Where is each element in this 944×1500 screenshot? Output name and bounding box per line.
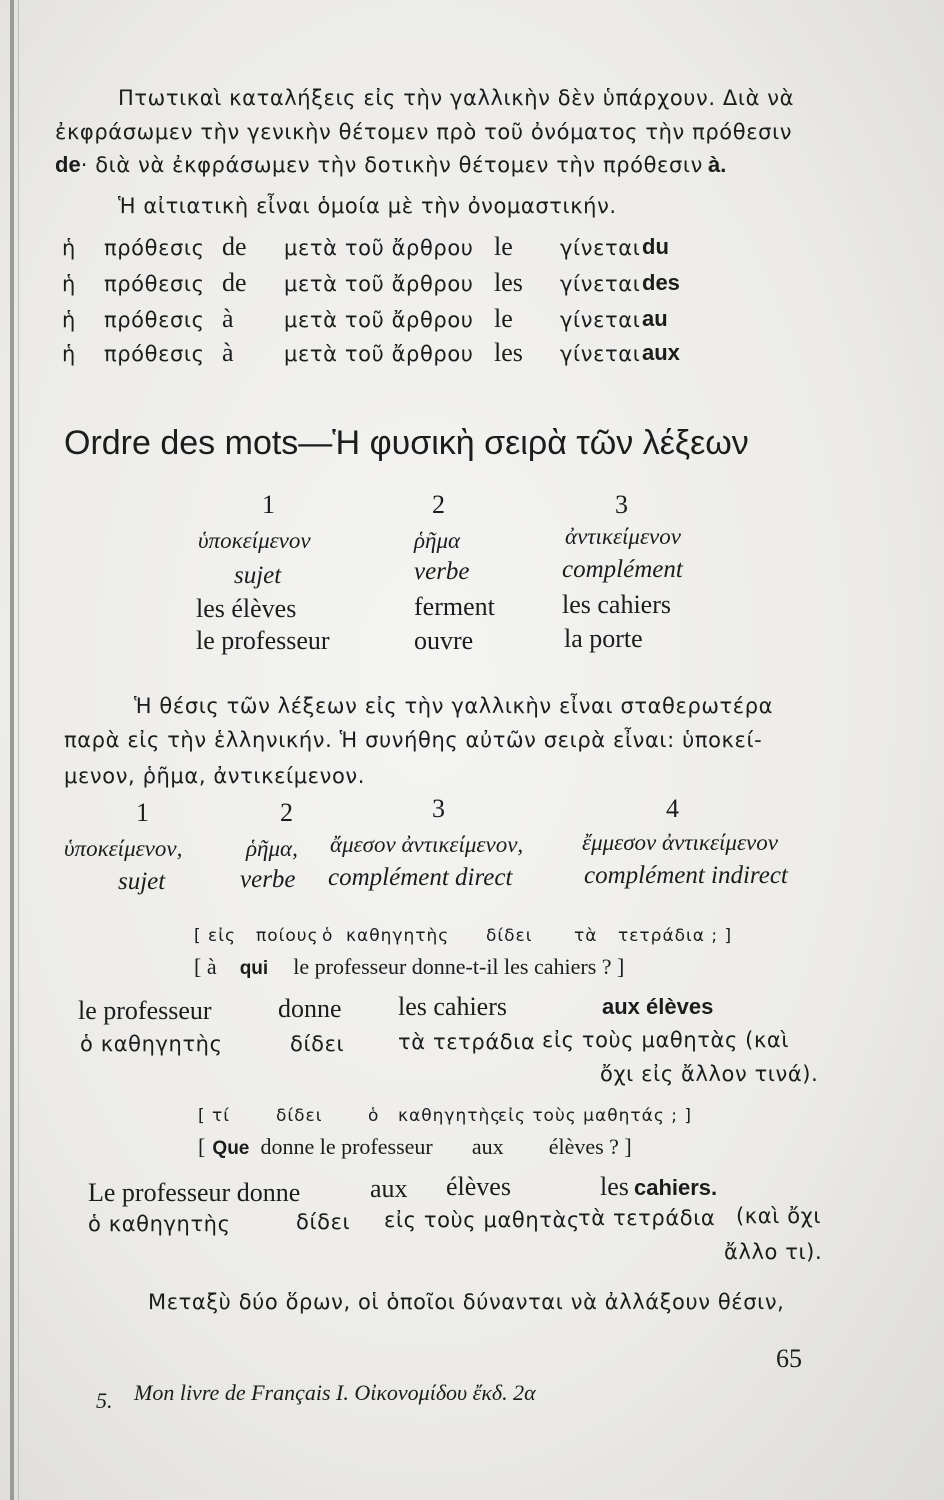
column-number: 1 [136, 798, 149, 827]
q-rest: donne le professeur [260, 1134, 433, 1159]
q-rest: le professeur donne-t-il les cahiers ? ] [293, 954, 625, 979]
prep: de [222, 268, 247, 297]
q-word: τὰ [574, 926, 598, 946]
example-word: le professeur [78, 996, 212, 1025]
becomes: γίνεται [560, 308, 641, 332]
q-rest: aux [471, 1134, 504, 1159]
example-word-bold: cahiers. [633, 1175, 718, 1200]
greek-example: τὰ τετράδια [398, 1030, 536, 1054]
greek-term: ῥῆμα [414, 528, 461, 553]
example-word: ferment [414, 592, 495, 621]
section-heading: Ordre des mots—Ἡ φυσικὴ σειρὰ τῶν λέξεων [64, 424, 749, 462]
greek-term: ὑποκείμενον [198, 528, 311, 553]
example-word: Le professeur donne [88, 1178, 301, 1207]
example-word: élèves [446, 1172, 511, 1201]
q-open: [ à [194, 954, 217, 979]
with-article: μετὰ τοῦ ἄρθρου [284, 342, 474, 366]
signature-mark: 5. [96, 1388, 113, 1413]
greek-example: (καὶ ὄχι [736, 1204, 822, 1228]
q-word: δίδει [276, 1106, 323, 1126]
greek-example: τὰ τετράδια [578, 1206, 716, 1230]
article: ἡ [62, 308, 76, 332]
example-word: les élèves [196, 594, 297, 623]
column-number: 4 [666, 794, 679, 823]
column-number: 2 [432, 490, 445, 519]
french-term: complément indirect [584, 862, 788, 889]
question-french-1 [194, 954, 624, 980]
word: πρόθεσις [104, 342, 205, 366]
greek-example-cont: ὄχι εἰς ἄλλον τινά). [600, 1062, 819, 1086]
french-article: le [494, 232, 513, 261]
result: des [642, 270, 680, 295]
greek-term: ῥῆμα, [246, 836, 298, 861]
q-open: [ [198, 1134, 206, 1159]
example-word-bold: aux élèves [602, 994, 714, 1019]
with-article: μετὰ τοῦ ἄρθρου [284, 272, 474, 296]
example-word: les cahiers [562, 590, 672, 619]
q-word: ποίους [256, 926, 319, 946]
q-word: εἰς τοὺς μαθητάς ; ] [498, 1106, 692, 1126]
q-word: τετράδια ; ] [618, 926, 733, 946]
greek-example: ὁ καθηγητὴς [88, 1212, 231, 1236]
q-interrogative: qui [239, 958, 269, 979]
example-word: le professeur [196, 626, 330, 655]
column-number: 3 [615, 490, 628, 519]
greek-example: εἰς τοὺς μαθητὰς (καὶ [542, 1028, 790, 1052]
greek-example: δίδει [290, 1032, 345, 1056]
article: ἡ [62, 342, 76, 366]
footer-title: Mon livre de Français I. Οἰκονομίδου ἔκδ. 2α [134, 1380, 536, 1405]
greek-example: ὁ καθηγητὴς [80, 1032, 223, 1056]
q-word: δίδει [486, 926, 533, 946]
prep: à [222, 338, 234, 367]
column-number: 1 [262, 490, 275, 519]
french-term: verbe [414, 558, 470, 585]
column-number: 2 [280, 798, 293, 827]
article: ἡ [62, 272, 76, 296]
french-term: complément direct [328, 864, 513, 891]
french-term: sujet [118, 868, 166, 895]
q-word: καθηγητὴς [346, 926, 450, 946]
french-term: sujet [234, 562, 282, 589]
page-edge [10, 0, 14, 1500]
question-french-2 [198, 1134, 632, 1160]
q-word: [ τί [198, 1106, 231, 1126]
french-article: les [494, 268, 523, 297]
example-word: les cahiers [398, 992, 508, 1021]
becomes: γίνεται [560, 236, 641, 260]
prep-de: de [55, 152, 81, 177]
word: πρόθεσις [104, 308, 205, 332]
q-word: καθηγητὴς [398, 1106, 502, 1126]
para-line-1: Ἡ θέσις τῶν λέξεων εἰς τὴν γαλλικὴν εἶναι σταθερωτέρα [134, 694, 774, 718]
q-interrogative: Que [212, 1138, 250, 1159]
greek-term: ὑποκείμενον, [64, 836, 183, 861]
q-rest: élèves ? ] [548, 1134, 632, 1159]
intro-line-2: ἐκφράσωμεν τὴν γενικὴν θέτομεν πρὸ τοῦ ὀνόματος τὴν πρόθεσιν [55, 120, 793, 144]
example-word: donne [278, 994, 342, 1023]
intro-line-4: Ἡ αἰτιατικὴ εἶναι ὁμοία μὲ τὴν ὀνομαστικήν. [118, 194, 617, 218]
with-article: μετὰ τοῦ ἄρθρου [284, 308, 474, 332]
example-word: les [600, 1172, 629, 1201]
result: au [642, 306, 668, 331]
q-word: ὁ [322, 926, 334, 946]
result: aux [642, 340, 680, 365]
french-article: les [494, 338, 523, 367]
intro-line-1: Πτωτικαὶ καταλήξεις εἰς τὴν γαλλικὴν δὲν ὑπάρχουν. Διὰ νὰ [118, 86, 795, 110]
page-number: 65 [776, 1344, 802, 1373]
becomes: γίνεται [560, 272, 641, 296]
intro-line-3 [55, 152, 726, 178]
column-number: 3 [432, 794, 445, 823]
q-word: ὁ [368, 1106, 380, 1126]
prep-a: à. [708, 152, 727, 177]
greek-term: ἄμεσον ἀντικείμενον, [330, 832, 524, 857]
french-article: le [494, 304, 513, 333]
greek-term: ἀντικείμενον [565, 524, 681, 549]
word: πρόθεσις [104, 236, 205, 260]
closing-line: Μεταξὺ δύο ὅρων, οἱ ὁποῖοι δύνανται νὰ ἀλλάξουν θέσιν, [148, 1290, 785, 1314]
prep: de [222, 232, 247, 261]
page-edge-line [18, 0, 19, 1500]
greek-example: εἰς τοὺς μαθητὰς [384, 1208, 580, 1232]
intro-line-3-text: · διὰ νὰ ἐκφράσωμεν τὴν δοτικὴν θέτομεν τὴν πρόθεσιν [80, 153, 703, 177]
example-word: aux [370, 1174, 408, 1203]
example-word: ouvre [414, 626, 474, 655]
article: ἡ [62, 236, 76, 260]
result: du [642, 234, 669, 259]
prep: à [222, 304, 234, 333]
para-line-3: μενον, ῥῆμα, ἀντικείμενον. [64, 764, 366, 788]
greek-term: ἔμμεσον ἀντικείμενον [582, 830, 778, 855]
example-word-group [600, 1172, 717, 1202]
french-term: verbe [240, 866, 296, 893]
q-word: [ εἰς [194, 926, 236, 946]
example-word: la porte [564, 624, 643, 653]
becomes: γίνεται [560, 342, 641, 366]
word: πρόθεσις [104, 272, 205, 296]
greek-example-cont: ἄλλο τι). [724, 1240, 823, 1264]
with-article: μετὰ τοῦ ἄρθρου [284, 236, 474, 260]
greek-example: δίδει [296, 1210, 351, 1234]
para-line-2: παρὰ εἰς τὴν ἑλληνικήν. Ἡ συνήθης αὐτῶν σειρὰ εἶναι: ὑποκεί- [64, 728, 763, 752]
french-term: complément [562, 556, 683, 583]
